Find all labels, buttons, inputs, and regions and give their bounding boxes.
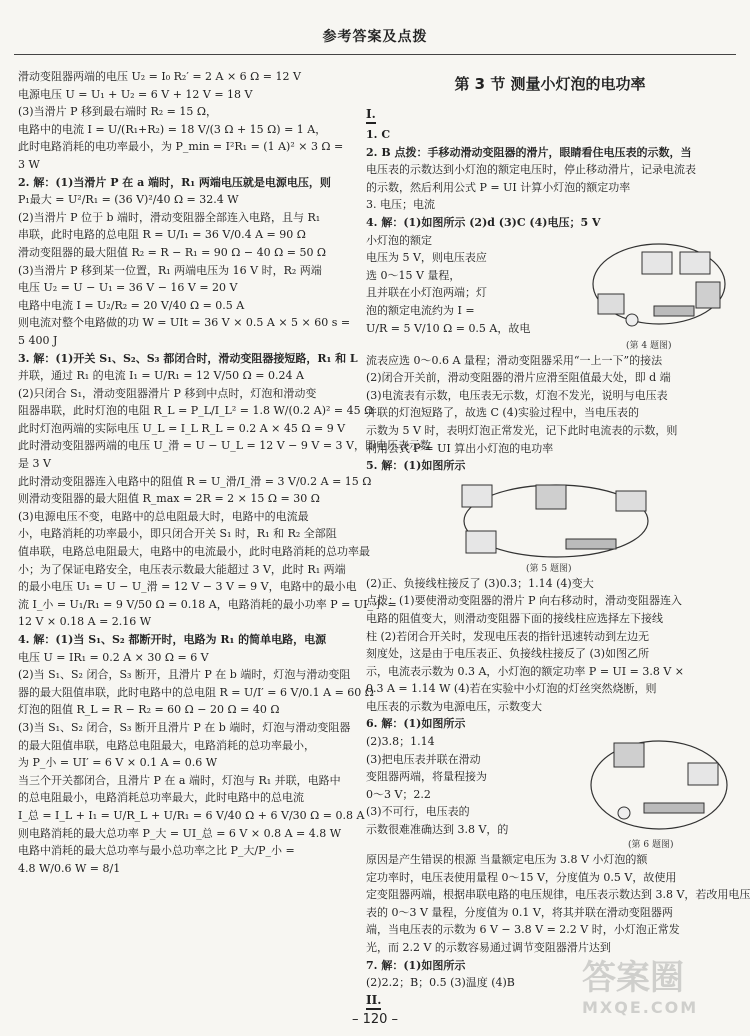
text-line: 的示数，然后利用公式 P = UI 计算小灯泡的额定功率 [366, 180, 631, 194]
text-line: 并联的灯泡短路了，故选 C (4)实验过程中，当电压表的 [366, 406, 639, 420]
text-line: 串联，此时电路的总电阻 R = U/I₁ = 36 V/0.4 A = 90 Ω [18, 228, 306, 242]
figure-4-caption: (第 4 题图) [626, 340, 672, 351]
text-line: 此时滑动变阻器两端的电压 U_滑 = U − U_L = 12 V − 9 V = 3 V，即电压表示数 [18, 439, 431, 453]
text-line: 的总电阻最小，电路消耗总功率最大，此时电路中的总电流 [18, 791, 304, 805]
text-line: 定功率时，电压表使用量程 0～15 V，分度值为 0.5 V，故使用 [366, 870, 677, 884]
text-line: 示数很难准确达到 3.8 V，的 [366, 823, 509, 837]
text-line: 电路中电流 I = U₂/R₂ = 20 V/40 Ω = 0.5 A [18, 298, 245, 312]
text-line: 灯泡的阻值 R_L = R − R₂ = 60 Ω − 20 Ω = 40 Ω [18, 703, 280, 717]
text-line: (3)当 S₁、S₂ 闭合，S₃ 断开且滑片 P 在 b 端时，灯泡与滑动变阻器 [18, 720, 351, 734]
circuit-diagram-6 [584, 733, 734, 837]
text-line: 电压 U = IR₁ = 0.2 A × 30 Ω = 6 V [18, 650, 209, 664]
text-line: 2. B 点拨：手移动滑动变阻器的滑片，眼睛看住电压表的示数，当 [366, 145, 692, 159]
text-line: 小，电路消耗的功率最小，即只闭合开关 S₁ 时，R₁ 和 R₂ 全部阻 [18, 527, 337, 541]
text-line: 阻器串联，此时灯泡的电阻 R_L = P_L/I_L² = 1.8 W/(0.2 A)² = 45 Ω [18, 404, 374, 418]
text-line: 端，当电压表的示数为 6 V − 3.8 V = 2.2 V 时，小灯泡正常发 [366, 923, 680, 937]
figure-6-caption: (第 6 题图) [628, 840, 674, 851]
text-line: (3)电流表有示数，电压表无示数，灯泡不发光，说明与电压表 [366, 388, 668, 402]
text-line: P₁最大 = U²/R₁ = (36 V)²/40 Ω = 32.4 W [18, 193, 239, 207]
text-line: 柱 (2)若闭合开关时，发现电压表的指针迅速转动到左边无 [366, 629, 650, 643]
text-line: (2)当滑片 P 位于 b 端时，滑动变阻器全部连入电路，且与 R₁ [18, 210, 321, 224]
text-line: (3)当滑片 P 移到最右端时 R₂ = 15 Ω， [18, 105, 217, 119]
text-line: (3)电源电压不变，电路中的总电阻最大时，电路中的电流最 [18, 509, 309, 523]
watermark-logo [582, 958, 732, 1028]
text-line: 5 400 J [18, 333, 58, 347]
text-line: 此时滑动变阻器连入电路中的阻值 R = U_滑/I_滑 = 3 V/0.2 A = 15 Ω [18, 474, 372, 488]
text-line: (3)把电压表并联在滑动 [366, 752, 481, 766]
text-line: 点拨：(1)要使滑动变阻器的滑片 P 向右移动时，滑动变阻器连入 [366, 594, 682, 608]
page-number: – 120 – [351, 1012, 399, 1027]
text-line: 小灯泡的额定 [366, 233, 432, 247]
text-line: 的最大阻值串联，电路总电阻最大，电路消耗的总功率最小， [18, 738, 315, 752]
text-line: 且并联在小灯泡两端；灯 [366, 286, 487, 300]
text-line: 滑动变阻器两端的电压 U₂ = I₀ R₂′ = 2 A × 6 Ω = 12 V [18, 70, 301, 83]
text-line: 12 V × 0.18 A = 2.16 W [18, 615, 152, 629]
text-line: 示，电流表示数为 0.3 A，小灯泡的额定功率 P = UI = 3.8 V × [366, 664, 685, 678]
text-line: 定变阻器两端，根据串联电路的电压规律，电压表示数达到 3.8 V，若改用电压 [366, 888, 750, 902]
text-line: 电压为 5 V，则电压表应 [366, 251, 487, 265]
text-line: 电压表的示数为电源电压，示数变大 [366, 699, 542, 713]
text-line: 电源电压 U = U₁ + U₂ = 6 V + 12 V = 18 V [18, 87, 253, 101]
text-line: 电压 U₂ = U − U₁ = 36 V − 16 V = 20 V [18, 281, 238, 295]
text-line: 小；为了保证电路安全，电压表示数最大能超过 3 V，此时 R₁ 两端 [18, 562, 346, 576]
section-title: 第 3 节 测量小灯泡的电功率 [454, 75, 646, 93]
text-line: 电路的阻值变大，则滑动变阻器下面的接线柱应选择左下接线 [366, 611, 663, 625]
text-line: 器的最大阻值串联，此时电路中的总电阻 R = U/I′ = 6 V/0.1 A = 60 Ω [18, 685, 374, 699]
text-line: 4. 解：(1)如图所示 (2)d (3)C (4)电压；5 V [366, 215, 601, 229]
text-line: 2. 解：(1)当滑片 P 在 a 端时，R₁ 两端电压就是电源电压，则 [18, 175, 331, 189]
text-line: 变阻器两端，将量程接为 [366, 770, 487, 784]
watermark-main: 答案圈 [582, 958, 684, 998]
figure-5-caption: (第 5 题图) [526, 563, 572, 574]
text-line: 则滑动变阻器的最大阻值 R_max = 2R = 2 × 15 Ω = 30 Ω [18, 492, 320, 506]
text-line: 光，而 2.2 V 的示数容易通过调节变阻器滑片达到 [366, 941, 611, 955]
text-line: 3. 解：(1)开关 S₁、S₂、S₃ 都闭合时，滑动变阻器接短路，R₁ 和 L [18, 351, 358, 365]
text-line: U/R = 5 V/10 Ω = 0.5 A，故电 [366, 321, 531, 335]
text-line: 流 I_小 = U₁/R₁ = 9 V/50 Ω = 0.18 A，电路消耗的最小功率 P = UI_小 = [18, 597, 397, 611]
section-mark-1: I. [366, 106, 376, 124]
figure-5 [366, 477, 734, 573]
text-line: (3)当滑片 P 移到某一位置，R₁ 两端电压为 16 V 时，R₂ 两端 [18, 263, 322, 277]
text-line: 原因是产生错误的根源 当量额定电压为 3.8 V 小灯泡的额 [366, 853, 648, 867]
text-line: 7. 解：(1)如图所示 [366, 958, 466, 972]
text-line: 值串联，电路总电阻最大，电路中的电流最小，此时电路消耗的总功率最 [18, 545, 370, 559]
circuit-diagram-4 [584, 232, 734, 352]
text-line: (2)正、负接线柱接反了 (3)0.3；1.14 (4)变大 [366, 576, 594, 590]
text-line: 电路中消耗的最大总功率与最小总功率之比 P_大/P_小 = [18, 844, 295, 858]
text-line: (3)不可行，电压表的 [366, 805, 470, 819]
text-line: 4.8 W/0.6 W = 8/1 [18, 861, 121, 875]
text-line: I_总 = I_L + I₁ = U/R_L + U/R₁ = 6 V/40 Ω + 6 V/30 Ω = 0.8 A [18, 808, 365, 822]
text-line: 此时灯泡两端的实际电压 U_L = I_L R_L = 0.2 A × 45 Ω = 9 V [18, 421, 346, 435]
answers-1-4 [366, 126, 734, 232]
text-line: 0～3 V；2.2 [366, 787, 431, 801]
text-line: 滑动变阻器的最大阻值 R₂ = R − R₁ = 90 Ω − 40 Ω = 50 Ω [18, 245, 327, 259]
text-line: 泡的额定电流约为 I = [366, 303, 475, 317]
text-line: 则电路消耗的最大总功率 P_大 = UI_总 = 6 V × 0.8 A = 4.8 W [18, 826, 342, 840]
text-line: (2)当 S₁、S₂ 闭合，S₃ 断开，且滑片 P 在 b 端时，灯泡与滑动变阻 [18, 668, 351, 682]
text-line: 示数为 5 V 时，表明灯泡正常发光，记下此时电流表的示数，则 [366, 423, 678, 437]
header-rule [14, 54, 736, 55]
section-mark-2: II. [366, 992, 381, 1010]
text-line: 3 W [18, 157, 40, 171]
text-line: 当三个开关都闭合，且滑片 P 在 a 端时，灯泡与 R₁ 并联，电路中 [18, 773, 341, 787]
text-line: 1. C [366, 128, 391, 141]
circuit-diagram-5 [456, 477, 656, 569]
text-line: 此时电路消耗的电功率最小，为 P_min = I²R₁ = (1 A)² × 3 Ω = [18, 140, 344, 154]
text-line: 是 3 V [18, 457, 51, 471]
figure-6 [584, 733, 734, 851]
text-line: (2)闭合开关前，滑动变阻器的滑片应滑至阻值最大处，即 d 端 [366, 371, 671, 385]
page-header: 参考答案及点拨 [322, 29, 428, 45]
text-line: 表的 0～3 V 量程，分度值为 0.1 V，将其并联在滑动变阻器两 [366, 905, 673, 919]
figure-4 [584, 232, 734, 352]
text-line: 3. 电压；电流 [366, 198, 435, 212]
text-line: 0.3 A = 1.14 W (4)若在实验中小灯泡的灯丝突然烧断，则 [366, 682, 657, 696]
text-line: 则电流对整个电路做的功 W = UIt = 36 V × 0.5 A × 5 × 60 s = [18, 316, 351, 330]
text-line: 6. 解：(1)如图所示 [366, 717, 466, 731]
text-line: 刻度处，这是由于电压表正、负接线柱接反了 (3)如图乙所 [366, 647, 650, 661]
answers-4-5 [366, 352, 734, 475]
text-line: 流表应选 0～0.6 A 量程；滑动变阻器采用“一上一下”的接法 [366, 353, 663, 367]
text-line: 5. 解：(1)如图所示 [366, 459, 466, 473]
answers-5-6 [366, 575, 734, 733]
watermark-sub: MXQE.COM [582, 998, 699, 1017]
text-line: 利用公式 P = UI 算出小灯泡的电功率 [366, 441, 554, 455]
text-line: 的最小电压 U₁ = U − U_滑 = 12 V − 3 V = 9 V，电路中的最小电 [18, 580, 357, 594]
text-line: 并联，通过 R₁ 的电流 I₁ = U/R₁ = 12 V/50 Ω = 0.24 A [18, 369, 304, 383]
text-line: 电压表的示数达到小灯泡的额定电压时，停止移动滑片，记录电流表 [366, 163, 696, 177]
text-line: (2)3.8；1.14 [366, 735, 435, 749]
text-line: 为 P_小 = UI′ = 6 V × 0.1 A = 0.6 W [18, 756, 218, 770]
text-line: (2)只闭合 S₁，滑动变阻器滑片 P 移到中点时，灯泡和滑动变 [18, 386, 317, 400]
text-line: 选 0～15 V 量程， [366, 268, 461, 282]
right-column [366, 68, 750, 1007]
text-line: 电路中的电流 I = U/(R₁+R₂) = 18 V/(3 Ω + 15 Ω) = 1 A， [18, 122, 327, 136]
text-line: (2)2.2；B；0.5 (3)温度 (4)B [366, 976, 515, 990]
text-line: 4. 解：(1)当 S₁、S₂ 都断开时，电路为 R₁ 的简单电路，电源 [18, 633, 327, 646]
